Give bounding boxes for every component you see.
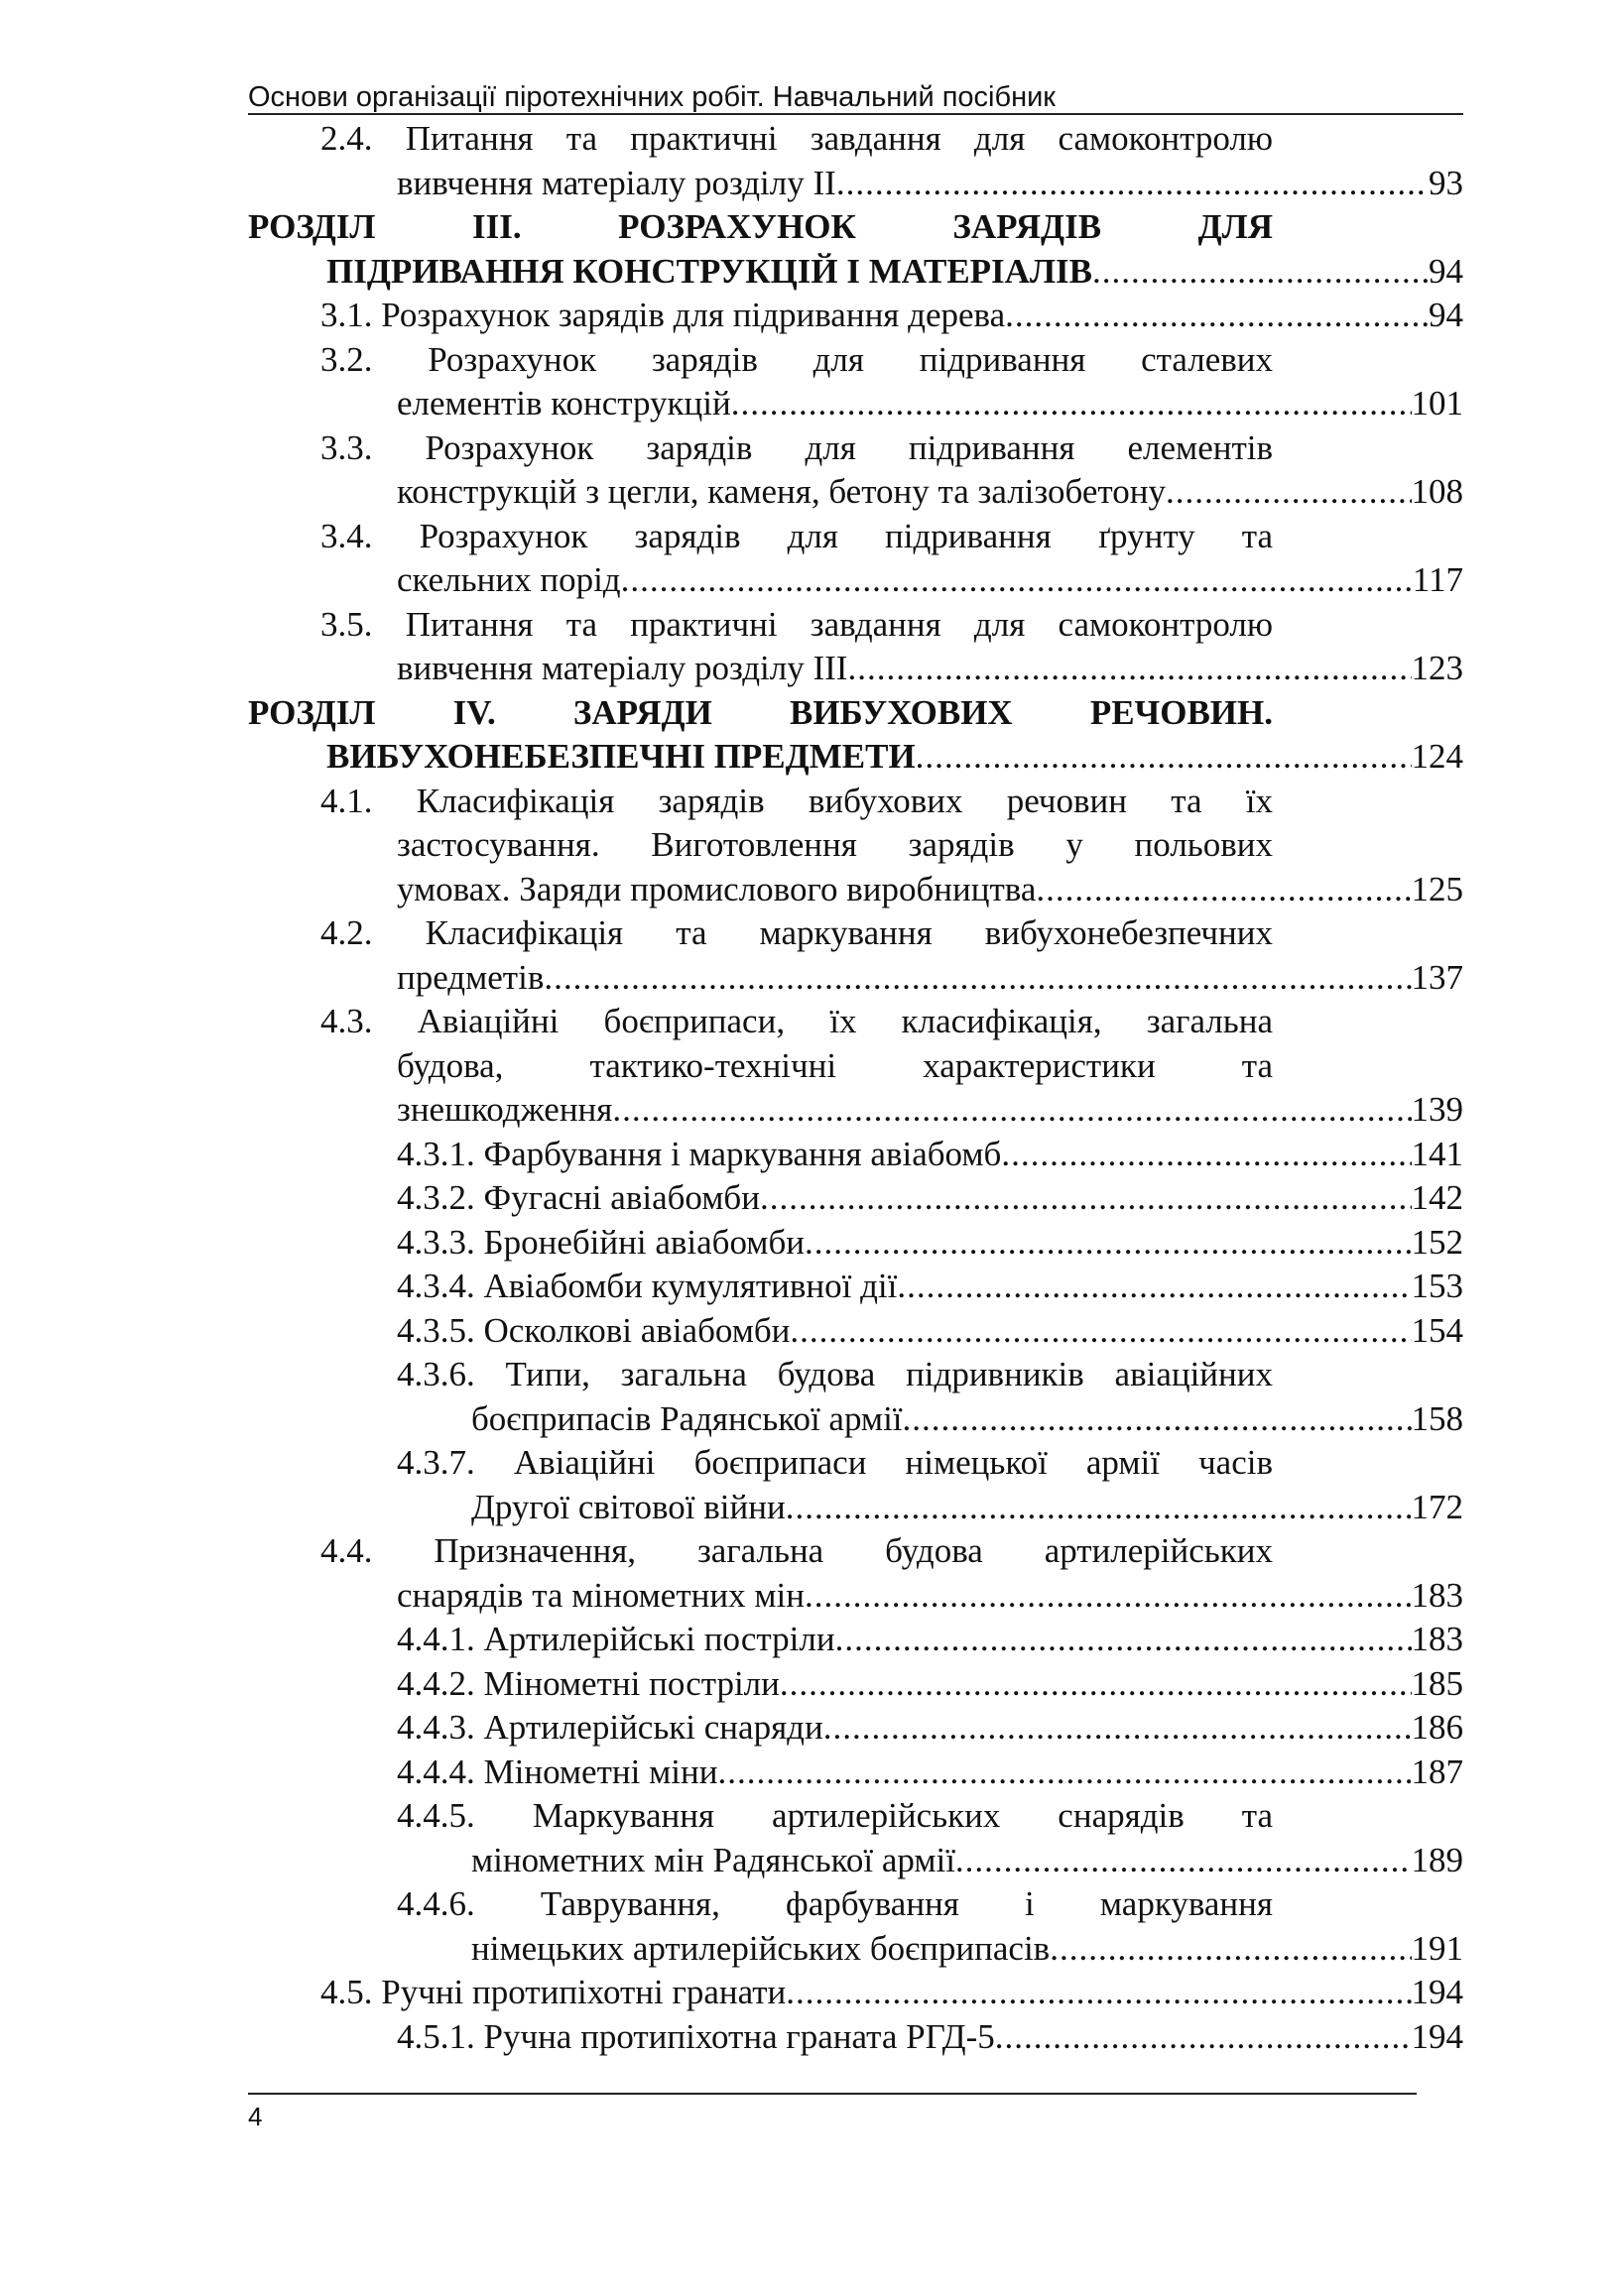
toc-entry-title: 4.3.5. Осколкові авіабомби — [397, 1310, 791, 1350]
toc-entry-title: 4.4.3. Артилерійські снаряди — [397, 1708, 823, 1747]
toc-leader-dots — [786, 1486, 1412, 1530]
toc-leader-dots — [544, 956, 1411, 1001]
toc-entry-3-5[interactable] — [0, 603, 1624, 691]
toc-entry-title: 4.3.7. Авіаційні боєприпаси німецької армії часів — [397, 1443, 1273, 1482]
running-header: Основи організації піротехнічних робіт. Навчальний посібник — [248, 81, 1056, 113]
toc-entry-4-3-4[interactable] — [0, 1265, 1624, 1309]
toc-page-number: 101 — [1411, 384, 1463, 423]
toc-entry-title-cont: снарядів та мінометних мін — [397, 1575, 805, 1615]
toc-leader-dots — [847, 647, 1411, 691]
toc-section-title: РОЗДІЛ ІV. ЗАРЯДИ ВИБУХОВИХ РЕЧОВИН. — [248, 692, 1273, 732]
toc-entry-4-4-6[interactable] — [0, 1882, 1624, 1971]
toc-page-number: 139 — [1411, 1090, 1463, 1129]
toc-entry-title: 3.1. Розрахунок зарядів для підривання дерева — [320, 296, 1006, 334]
toc-entry-title: 4.4.4. Мінометні міни — [397, 1752, 718, 1791]
toc-leader-dots — [1005, 294, 1429, 338]
toc-page-number: 187 — [1411, 1752, 1463, 1791]
toc-entry-4-5[interactable] — [0, 1971, 1624, 2015]
toc-entry-4-2[interactable] — [0, 911, 1624, 1000]
toc-leader-dots — [790, 1309, 1411, 1354]
toc-entry-title: 4.4.1. Артилерійські постріли — [397, 1620, 835, 1658]
toc-entry-title: 4.3.3. Бронебійні авіабомби — [397, 1222, 805, 1262]
toc-leader-dots — [835, 1618, 1412, 1662]
toc-entry-title-cont: німецьких артилерійських боєприпасів — [471, 1928, 1051, 1968]
toc-entry-title: 4.3.2. Фугасні авіабомби — [397, 1178, 760, 1217]
toc-entry-4-3-5[interactable] — [0, 1309, 1624, 1354]
toc-leader-dots — [897, 1265, 1411, 1309]
toc-entry-title: 4.5. Ручні протипіхотні гранати — [320, 1973, 787, 2011]
toc-entry-title: 4.3.1. Фарбування і маркування авіабомб — [397, 1134, 1002, 1173]
toc-entry-title-cont: застосування. Виготовлення зарядів у польових — [397, 825, 1273, 864]
toc-entry-title-cont: знешкодження — [397, 1090, 613, 1129]
toc-entry-title-cont: предметів — [397, 957, 545, 997]
toc-entry-title: 4.4. Призначення, загальна будова артилерійських — [320, 1531, 1273, 1570]
toc-page-number: 123 — [1411, 649, 1463, 687]
toc-page-number: 158 — [1411, 1398, 1463, 1438]
toc-page-number: 154 — [1411, 1310, 1463, 1350]
toc-entry-4-3-2[interactable] — [0, 1176, 1624, 1221]
toc-page-number: 142 — [1411, 1178, 1463, 1217]
toc-leader-dots — [916, 735, 1412, 780]
toc-leader-dots — [612, 1088, 1411, 1133]
toc-leader-dots — [1166, 470, 1412, 515]
toc-entry-title: 4.1. Класифікація зарядів вибухових речовин та їх — [320, 781, 1273, 820]
toc-entry-title-cont: Другої світової війни — [471, 1487, 786, 1526]
toc-page-number: 93 — [1429, 163, 1463, 202]
toc-leader-dots — [717, 1751, 1411, 1795]
toc-section-title-cont: ВИБУХОНЕБЕЗПЕЧНІ ПРЕДМЕТИ — [326, 737, 916, 776]
toc-entry-4-4[interactable] — [0, 1529, 1624, 1618]
toc-entry-4-3-7[interactable] — [0, 1441, 1624, 1529]
toc-leader-dots — [1050, 1927, 1411, 1972]
toc-leader-dots — [1036, 868, 1411, 912]
toc-entry-3-4[interactable] — [0, 515, 1624, 603]
toc-leader-dots — [903, 1397, 1412, 1442]
toc-entry-title: 3.4. Розрахунок зарядів для підривання ґрунту та — [320, 516, 1273, 555]
toc-entry-3-1[interactable] — [0, 294, 1624, 338]
toc-entry-4-3-1[interactable] — [0, 1133, 1624, 1177]
toc-section-title-cont: ПІДРИВАННЯ КОНСТРУКЦІЙ І МАТЕРІАЛІВ — [326, 251, 1092, 291]
toc-entry-title: 3.2. Розрахунок зарядів для підривання сталевих — [320, 339, 1273, 379]
toc-page-number: 141 — [1411, 1134, 1463, 1173]
toc-entry-title-cont: умовах. Заряди промислового виробництва — [397, 869, 1037, 908]
toc-entry-title: 4.4.5. Маркування артилерійських снарядів та — [397, 1796, 1273, 1835]
header-rule — [248, 113, 1463, 115]
toc-leader-dots — [731, 382, 1412, 426]
toc-page-number: 153 — [1411, 1267, 1463, 1305]
toc-entry-4-4-1[interactable] — [0, 1618, 1624, 1662]
toc-page-number: 94 — [1429, 296, 1463, 334]
toc-entry-4-4-5[interactable] — [0, 1794, 1624, 1882]
toc-page-number: 137 — [1411, 957, 1463, 997]
toc-page-number: 94 — [1429, 251, 1463, 291]
toc-entry-title-cont: скельних порід — [397, 560, 621, 599]
toc-entry-title: 2.4. Питання та практичні завдання для самоконтролю — [320, 119, 1273, 158]
toc-page-number: 189 — [1411, 1840, 1463, 1879]
toc-leader-dots — [780, 1662, 1412, 1707]
toc-entry-title-cont: елементів конструкцій — [397, 384, 731, 423]
toc-page-number: 108 — [1411, 472, 1463, 511]
toc-page-number: 183 — [1411, 1575, 1463, 1615]
toc-entry-4-1[interactable] — [0, 780, 1624, 912]
toc-section-3[interactable] — [0, 205, 1624, 294]
toc-entry-title-cont: конструкцій з цегли, каменя, бетону та залізобетону — [397, 472, 1166, 511]
toc-entry-4-3-6[interactable] — [0, 1353, 1624, 1441]
toc-page-number: 183 — [1411, 1620, 1463, 1658]
toc-entry-title-cont: вивчення матеріалу розділу ІІ — [397, 163, 836, 202]
toc-page-number: 194 — [1411, 1973, 1463, 2011]
toc-entry-title: 4.3. Авіаційні боєприпаси, їх класифікація, загальна — [320, 1002, 1273, 1040]
page-number: 4 — [248, 2102, 263, 2131]
toc-entry-4-4-4[interactable] — [0, 1751, 1624, 1795]
toc-section-4[interactable] — [0, 691, 1624, 780]
toc-entry-title-cont: мінометних мін Радянської армії — [471, 1840, 955, 1879]
toc-leader-dots — [836, 162, 1429, 206]
toc-page-number: 185 — [1411, 1663, 1463, 1703]
toc-entry-4-3-3[interactable] — [0, 1221, 1624, 1266]
toc-page-number: 125 — [1411, 869, 1463, 908]
toc-entry-title: 4.4.6. Таврування, фарбування і маркування — [397, 1884, 1273, 1923]
toc-leader-dots — [1001, 1133, 1411, 1177]
toc-entry-4-4-2[interactable] — [0, 1662, 1624, 1707]
toc-leader-dots — [823, 1706, 1412, 1751]
toc-entry-title: 4.4.2. Мінометні постріли — [397, 1663, 780, 1703]
toc-page-number: 152 — [1411, 1222, 1463, 1262]
toc-entry-title-cont: вивчення матеріалу розділу ІІІ — [397, 649, 848, 687]
toc-entry-3-2[interactable] — [0, 338, 1624, 426]
toc-leader-dots — [955, 1839, 1412, 1883]
toc-entry-title: 4.3.6. Типи, загальна будова підривників авіаційних — [397, 1355, 1273, 1393]
toc-entry-4-5-1[interactable] — [0, 2015, 1624, 2060]
toc-leader-dots — [786, 1971, 1411, 2015]
toc-entry-title: 3.5. Питання та практичні завдання для самоконтролю — [320, 604, 1273, 644]
toc-leader-dots — [995, 2015, 1412, 2060]
toc-entry-title-cont: боєприпасів Радянської армії — [471, 1398, 903, 1438]
toc-page-number: 124 — [1411, 737, 1463, 776]
toc-leader-dots — [805, 1221, 1412, 1266]
toc-entry-4-4-3[interactable] — [0, 1706, 1624, 1751]
toc-entry-2-4[interactable] — [0, 117, 1624, 205]
toc-page-number: 194 — [1411, 2016, 1463, 2056]
toc-entry-4-3[interactable] — [0, 1000, 1624, 1133]
toc-page-number: 172 — [1411, 1487, 1463, 1526]
toc-entry-title: 3.3. Розрахунок зарядів для підривання елементів — [320, 427, 1273, 467]
toc-page-number: 117 — [1412, 560, 1463, 599]
toc-page-number: 191 — [1411, 1928, 1463, 1968]
toc-entry-title: 4.5.1. Ручна протипіхотна граната РГД-5 — [397, 2016, 995, 2056]
table-of-contents — [0, 117, 1624, 2059]
toc-entry-3-3[interactable] — [0, 426, 1624, 515]
toc-leader-dots — [805, 1574, 1412, 1619]
toc-leader-dots — [1092, 250, 1429, 295]
toc-entry-title-cont: будова, тактико-технічні характеристики та — [397, 1045, 1273, 1085]
toc-section-title: РОЗДІЛ ІІІ. РОЗРАХУНОК ЗАРЯДІВ ДЛЯ — [248, 207, 1273, 246]
toc-leader-dots — [621, 558, 1413, 603]
footer-rule — [248, 2093, 1417, 2095]
toc-page-number: 186 — [1411, 1708, 1463, 1747]
toc-entry-title: 4.2. Класифікація та маркування вибухонебезпечних — [320, 913, 1273, 952]
toc-entry-title: 4.3.4. Авіабомби кумулятивної дії — [397, 1267, 898, 1305]
toc-leader-dots — [760, 1176, 1412, 1221]
